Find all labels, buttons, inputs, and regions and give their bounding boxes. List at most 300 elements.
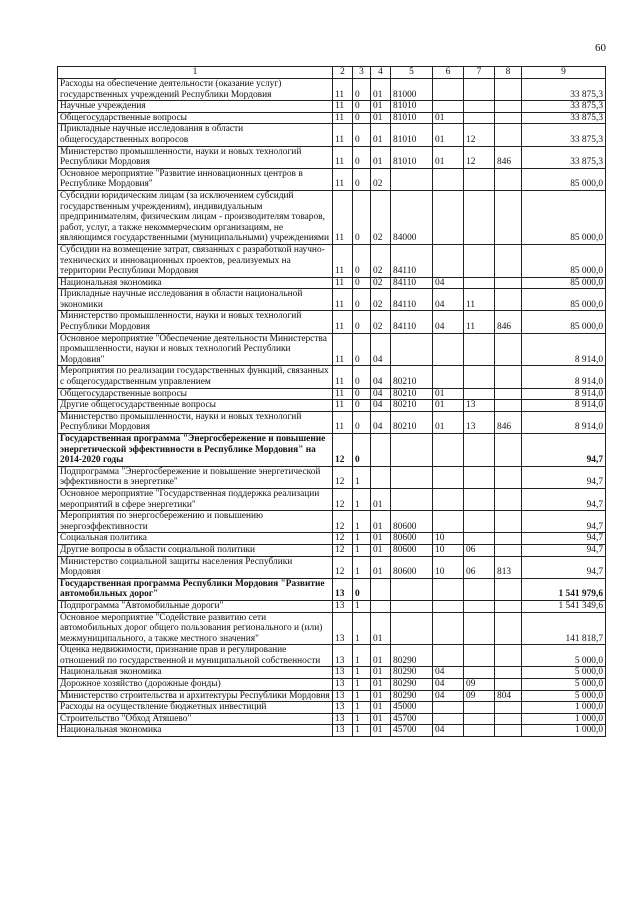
table-row bbox=[58, 101, 606, 113]
code-cell bbox=[391, 600, 433, 612]
code-cell: 1 bbox=[353, 466, 371, 488]
table-row bbox=[58, 277, 606, 289]
code-cell bbox=[495, 168, 522, 190]
table-row bbox=[58, 713, 606, 725]
code-cell: 45700 bbox=[391, 725, 433, 737]
code-cell bbox=[371, 434, 391, 467]
table-row bbox=[58, 600, 606, 612]
code-cell: 1 bbox=[353, 600, 371, 612]
code-cell: 06 bbox=[464, 544, 495, 556]
code-cell bbox=[495, 333, 522, 366]
amount-cell: 94,7 bbox=[522, 434, 606, 467]
row-name: Расходы на осуществление бюджетных инвестиций bbox=[58, 702, 333, 714]
code-cell bbox=[495, 725, 522, 737]
code-cell: 0 bbox=[353, 146, 371, 168]
amount-cell: 33 875,3 bbox=[522, 79, 606, 101]
table-row bbox=[58, 168, 606, 190]
code-cell: 10 bbox=[433, 544, 464, 556]
code-cell: 813 bbox=[495, 556, 522, 578]
row-name: Социальная политика bbox=[58, 533, 333, 545]
code-cell bbox=[464, 578, 495, 600]
code-cell: 11 bbox=[464, 289, 495, 311]
table-row bbox=[58, 333, 606, 366]
column-header: 4 bbox=[371, 67, 391, 79]
code-cell: 11 bbox=[333, 79, 353, 101]
code-cell: 13 bbox=[464, 411, 495, 433]
row-name: Основное мероприятие "Развитие инновационных центров в Республике Мордовия" bbox=[58, 168, 333, 190]
code-cell: 0 bbox=[353, 79, 371, 101]
table-row bbox=[58, 556, 606, 578]
code-cell: 09 bbox=[464, 690, 495, 702]
amount-cell: 85 000,0 bbox=[522, 190, 606, 244]
table-row bbox=[58, 366, 606, 388]
code-cell: 01 bbox=[371, 556, 391, 578]
code-cell: 04 bbox=[371, 400, 391, 412]
code-cell bbox=[464, 466, 495, 488]
code-cell: 11 bbox=[333, 388, 353, 400]
code-cell: 02 bbox=[371, 289, 391, 311]
row-name: Министерство строительства и архитектуры Республики Мордовия bbox=[58, 690, 333, 702]
code-cell bbox=[464, 713, 495, 725]
code-cell bbox=[495, 124, 522, 146]
code-cell bbox=[464, 533, 495, 545]
code-cell: 01 bbox=[371, 124, 391, 146]
row-name: Оценка недвижимости, признание прав и регулирование отношений по государственной и муниципальной собственности bbox=[58, 645, 333, 667]
row-name: Подпрограмма "Автомобильные дороги" bbox=[58, 600, 333, 612]
header-row bbox=[58, 67, 606, 79]
row-name: Прикладные научные исследования в области национальной экономики bbox=[58, 289, 333, 311]
code-cell: 01 bbox=[371, 488, 391, 510]
code-cell: 01 bbox=[371, 612, 391, 645]
amount-cell: 8 914,0 bbox=[522, 411, 606, 433]
table-row bbox=[58, 289, 606, 311]
code-cell: 02 bbox=[371, 311, 391, 333]
code-cell bbox=[433, 333, 464, 366]
column-header: 2 bbox=[333, 67, 353, 79]
code-cell bbox=[495, 612, 522, 645]
table-row bbox=[58, 79, 606, 101]
code-cell bbox=[433, 168, 464, 190]
code-cell: 80290 bbox=[391, 667, 433, 679]
code-cell: 81010 bbox=[391, 146, 433, 168]
code-cell: 81010 bbox=[391, 124, 433, 146]
code-cell: 80210 bbox=[391, 400, 433, 412]
code-cell bbox=[371, 578, 391, 600]
code-cell: 80600 bbox=[391, 556, 433, 578]
table-row bbox=[58, 146, 606, 168]
code-cell bbox=[433, 645, 464, 667]
code-cell bbox=[495, 434, 522, 467]
code-cell bbox=[464, 388, 495, 400]
code-cell: 10 bbox=[433, 533, 464, 545]
amount-cell: 94,7 bbox=[522, 556, 606, 578]
code-cell: 0 bbox=[353, 124, 371, 146]
code-cell: 1 bbox=[353, 544, 371, 556]
amount-cell: 141 818,7 bbox=[522, 612, 606, 645]
row-name: Другие вопросы в области социальной политики bbox=[58, 544, 333, 556]
row-name: Субсидии на возмещение затрат, связанных с разработкой научно-технических и инновационных проектов, реализуемых на территории Республики Мордовия bbox=[58, 244, 333, 277]
budget-table bbox=[57, 66, 606, 737]
code-cell: 0 bbox=[353, 411, 371, 433]
code-cell: 01 bbox=[371, 511, 391, 533]
table-row bbox=[58, 679, 606, 691]
amount-cell: 94,7 bbox=[522, 488, 606, 510]
row-name: Министерство промышленности, науки и новых технологий Республики Мордовия bbox=[58, 146, 333, 168]
table-row bbox=[58, 311, 606, 333]
code-cell: 11 bbox=[464, 311, 495, 333]
code-cell bbox=[464, 101, 495, 113]
code-cell: 11 bbox=[333, 124, 353, 146]
code-cell: 13 bbox=[333, 713, 353, 725]
column-header: 6 bbox=[433, 67, 464, 79]
amount-cell: 1 000,0 bbox=[522, 702, 606, 714]
code-cell: 0 bbox=[353, 244, 371, 277]
row-name: Другие общегосударственные вопросы bbox=[58, 400, 333, 412]
code-cell: 80290 bbox=[391, 690, 433, 702]
amount-cell: 5 000,0 bbox=[522, 679, 606, 691]
code-cell: 01 bbox=[371, 690, 391, 702]
code-cell bbox=[433, 600, 464, 612]
code-cell: 11 bbox=[333, 277, 353, 289]
code-cell bbox=[495, 79, 522, 101]
code-cell: 13 bbox=[333, 645, 353, 667]
table-row bbox=[58, 667, 606, 679]
code-cell: 01 bbox=[371, 146, 391, 168]
code-cell: 12 bbox=[464, 146, 495, 168]
table-row bbox=[58, 544, 606, 556]
code-cell: 81010 bbox=[391, 101, 433, 113]
code-cell: 846 bbox=[495, 146, 522, 168]
row-name: Министерство социальной защиты населения Республики Мордовия bbox=[58, 556, 333, 578]
code-cell: 1 bbox=[353, 713, 371, 725]
code-cell bbox=[495, 578, 522, 600]
code-cell: 1 bbox=[353, 556, 371, 578]
code-cell bbox=[495, 679, 522, 691]
code-cell bbox=[495, 702, 522, 714]
code-cell: 80210 bbox=[391, 411, 433, 433]
code-cell: 0 bbox=[353, 578, 371, 600]
code-cell: 0 bbox=[353, 434, 371, 467]
table-row bbox=[58, 612, 606, 645]
row-name: Прикладные научные исследования в области общегосударственных вопросов bbox=[58, 124, 333, 146]
table-row bbox=[58, 690, 606, 702]
code-cell bbox=[495, 101, 522, 113]
code-cell: 81010 bbox=[391, 112, 433, 124]
row-name: Национальная экономика bbox=[58, 277, 333, 289]
code-cell: 0 bbox=[353, 101, 371, 113]
code-cell: 80600 bbox=[391, 544, 433, 556]
code-cell: 1 bbox=[353, 533, 371, 545]
amount-cell: 85 000,0 bbox=[522, 289, 606, 311]
code-cell: 11 bbox=[333, 366, 353, 388]
code-cell bbox=[391, 488, 433, 510]
row-name: Научные учреждения bbox=[58, 101, 333, 113]
code-cell: 01 bbox=[371, 702, 391, 714]
code-cell: 06 bbox=[464, 556, 495, 578]
table-row bbox=[58, 578, 606, 600]
code-cell: 0 bbox=[353, 112, 371, 124]
row-name: Расходы на обеспечение деятельности (оказание услуг) государственных учреждений Республики Мордовия bbox=[58, 79, 333, 101]
code-cell bbox=[495, 277, 522, 289]
amount-cell: 5 000,0 bbox=[522, 645, 606, 667]
code-cell bbox=[495, 544, 522, 556]
table-row bbox=[58, 434, 606, 467]
code-cell bbox=[433, 612, 464, 645]
table-row bbox=[58, 400, 606, 412]
code-cell: 11 bbox=[333, 112, 353, 124]
code-cell bbox=[391, 168, 433, 190]
code-cell: 11 bbox=[333, 244, 353, 277]
code-cell bbox=[433, 466, 464, 488]
column-header: 1 bbox=[58, 67, 333, 79]
amount-cell: 33 875,3 bbox=[522, 146, 606, 168]
code-cell bbox=[495, 667, 522, 679]
code-cell bbox=[464, 434, 495, 467]
row-name: Мероприятия по энергосбережению и повышению энергоэффективности bbox=[58, 511, 333, 533]
row-name: Основное мероприятие "Обеспечение деятельности Министерства промышленности, науки и новых технологий Республики Мордовия" bbox=[58, 333, 333, 366]
code-cell: 04 bbox=[371, 366, 391, 388]
code-cell bbox=[495, 488, 522, 510]
code-cell bbox=[433, 578, 464, 600]
code-cell bbox=[495, 600, 522, 612]
code-cell: 13 bbox=[333, 690, 353, 702]
row-name: Основное мероприятие "Государственная поддержка реализации мероприятий в сфере энергетики" bbox=[58, 488, 333, 510]
code-cell bbox=[464, 168, 495, 190]
table-row bbox=[58, 190, 606, 244]
code-cell: 01 bbox=[433, 112, 464, 124]
code-cell bbox=[391, 333, 433, 366]
code-cell bbox=[391, 612, 433, 645]
code-cell: 0 bbox=[353, 289, 371, 311]
code-cell bbox=[433, 702, 464, 714]
code-cell bbox=[464, 112, 495, 124]
code-cell: 0 bbox=[353, 168, 371, 190]
amount-cell: 94,7 bbox=[522, 511, 606, 533]
code-cell: 11 bbox=[333, 289, 353, 311]
code-cell: 1 bbox=[353, 612, 371, 645]
code-cell bbox=[464, 277, 495, 289]
code-cell bbox=[464, 725, 495, 737]
code-cell: 01 bbox=[371, 679, 391, 691]
code-cell: 01 bbox=[371, 544, 391, 556]
code-cell: 1 bbox=[353, 690, 371, 702]
code-cell: 11 bbox=[333, 400, 353, 412]
table-row bbox=[58, 112, 606, 124]
amount-cell: 8 914,0 bbox=[522, 366, 606, 388]
code-cell bbox=[495, 388, 522, 400]
code-cell: 01 bbox=[433, 124, 464, 146]
amount-cell: 1 541 349,6 bbox=[522, 600, 606, 612]
code-cell bbox=[495, 466, 522, 488]
code-cell: 846 bbox=[495, 311, 522, 333]
amount-cell: 85 000,0 bbox=[522, 311, 606, 333]
code-cell: 13 bbox=[333, 612, 353, 645]
code-cell: 80600 bbox=[391, 533, 433, 545]
code-cell: 04 bbox=[433, 725, 464, 737]
code-cell bbox=[464, 645, 495, 667]
amount-cell: 8 914,0 bbox=[522, 333, 606, 366]
amount-cell: 1 541 979,6 bbox=[522, 578, 606, 600]
code-cell bbox=[464, 79, 495, 101]
code-cell: 01 bbox=[371, 725, 391, 737]
row-name: Мероприятия по реализации государственных функций, связанных с общегосударственным управлением bbox=[58, 366, 333, 388]
table-row bbox=[58, 466, 606, 488]
code-cell: 01 bbox=[371, 533, 391, 545]
row-name: Государственная программа "Энергосбережение и повышение энергетической эффективности в Республике Мордовия" на 2014-2020 годы bbox=[58, 434, 333, 467]
row-name: Государственная программа Республики Мордовия "Развитие автомобильных дорог" bbox=[58, 578, 333, 600]
amount-cell: 33 875,3 bbox=[522, 112, 606, 124]
code-cell bbox=[495, 511, 522, 533]
code-cell: 84110 bbox=[391, 289, 433, 311]
code-cell: 80290 bbox=[391, 645, 433, 667]
code-cell: 0 bbox=[353, 388, 371, 400]
code-cell: 13 bbox=[333, 600, 353, 612]
column-header: 3 bbox=[353, 67, 371, 79]
code-cell: 04 bbox=[371, 333, 391, 366]
table-row bbox=[58, 511, 606, 533]
code-cell: 1 bbox=[353, 679, 371, 691]
code-cell: 1 bbox=[353, 645, 371, 667]
code-cell: 01 bbox=[371, 713, 391, 725]
code-cell: 13 bbox=[333, 725, 353, 737]
code-cell bbox=[495, 112, 522, 124]
code-cell: 0 bbox=[353, 333, 371, 366]
code-cell: 10 bbox=[433, 556, 464, 578]
code-cell: 84110 bbox=[391, 311, 433, 333]
code-cell: 13 bbox=[333, 679, 353, 691]
amount-cell: 33 875,3 bbox=[522, 101, 606, 113]
code-cell: 12 bbox=[333, 434, 353, 467]
code-cell bbox=[371, 600, 391, 612]
code-cell: 0 bbox=[353, 400, 371, 412]
code-cell: 80600 bbox=[391, 511, 433, 533]
code-cell: 12 bbox=[333, 556, 353, 578]
code-cell: 1 bbox=[353, 511, 371, 533]
code-cell bbox=[464, 488, 495, 510]
code-cell: 11 bbox=[333, 311, 353, 333]
amount-cell: 85 000,0 bbox=[522, 277, 606, 289]
code-cell bbox=[495, 400, 522, 412]
table-row bbox=[58, 488, 606, 510]
code-cell: 04 bbox=[371, 411, 391, 433]
table-row bbox=[58, 388, 606, 400]
code-cell: 81000 bbox=[391, 79, 433, 101]
code-cell: 45000 bbox=[391, 702, 433, 714]
table-row bbox=[58, 244, 606, 277]
table-row bbox=[58, 533, 606, 545]
code-cell: 80210 bbox=[391, 388, 433, 400]
row-name: Министерство промышленности, науки и новых технологий Республики Мордовия bbox=[58, 311, 333, 333]
column-header: 9 bbox=[522, 67, 606, 79]
code-cell bbox=[464, 600, 495, 612]
code-cell: 1 bbox=[353, 702, 371, 714]
table-row bbox=[58, 645, 606, 667]
table-row bbox=[58, 702, 606, 714]
column-header: 5 bbox=[391, 67, 433, 79]
row-name: Дорожное хозяйство (дорожные фонды) bbox=[58, 679, 333, 691]
code-cell: 84110 bbox=[391, 277, 433, 289]
code-cell: 11 bbox=[333, 101, 353, 113]
code-cell: 04 bbox=[433, 289, 464, 311]
code-cell: 0 bbox=[353, 311, 371, 333]
code-cell: 01 bbox=[433, 146, 464, 168]
code-cell: 804 bbox=[495, 690, 522, 702]
column-header: 8 bbox=[495, 67, 522, 79]
code-cell: 12 bbox=[333, 511, 353, 533]
code-cell bbox=[495, 366, 522, 388]
code-cell bbox=[433, 190, 464, 244]
amount-cell: 8 914,0 bbox=[522, 388, 606, 400]
page-number: 60 bbox=[595, 42, 606, 54]
code-cell: 1 bbox=[353, 667, 371, 679]
code-cell: 80290 bbox=[391, 679, 433, 691]
code-cell: 13 bbox=[333, 667, 353, 679]
amount-cell: 5 000,0 bbox=[522, 667, 606, 679]
code-cell bbox=[433, 434, 464, 467]
code-cell: 84110 bbox=[391, 244, 433, 277]
code-cell bbox=[495, 645, 522, 667]
code-cell bbox=[433, 511, 464, 533]
amount-cell: 33 875,3 bbox=[522, 124, 606, 146]
code-cell bbox=[433, 101, 464, 113]
code-cell bbox=[464, 190, 495, 244]
code-cell: 02 bbox=[371, 277, 391, 289]
code-cell: 12 bbox=[333, 533, 353, 545]
code-cell: 45700 bbox=[391, 713, 433, 725]
code-cell: 01 bbox=[433, 411, 464, 433]
row-name: Министерство промышленности, науки и новых технологий Республики Мордовия bbox=[58, 411, 333, 433]
table-row bbox=[58, 124, 606, 146]
code-cell bbox=[464, 333, 495, 366]
code-cell bbox=[464, 244, 495, 277]
row-name: Строительство "Обход Атяшево" bbox=[58, 713, 333, 725]
code-cell bbox=[495, 533, 522, 545]
code-cell: 1 bbox=[353, 488, 371, 510]
code-cell: 13 bbox=[464, 400, 495, 412]
code-cell: 09 bbox=[464, 679, 495, 691]
amount-cell: 94,7 bbox=[522, 466, 606, 488]
table-row bbox=[58, 411, 606, 433]
code-cell: 846 bbox=[495, 411, 522, 433]
code-cell bbox=[391, 578, 433, 600]
code-cell bbox=[433, 366, 464, 388]
row-name: Основное мероприятие "Содействие развитию сети автомобильных дорог общего пользования регионального и (или) межмуниципального, а также местного значения" bbox=[58, 612, 333, 645]
row-name: Общегосударственные вопросы bbox=[58, 112, 333, 124]
row-name: Национальная экономика bbox=[58, 725, 333, 737]
code-cell bbox=[433, 488, 464, 510]
code-cell: 01 bbox=[433, 400, 464, 412]
code-cell: 12 bbox=[333, 544, 353, 556]
code-cell: 01 bbox=[371, 79, 391, 101]
code-cell: 04 bbox=[433, 311, 464, 333]
code-cell: 12 bbox=[333, 488, 353, 510]
code-cell: 04 bbox=[371, 388, 391, 400]
row-name: Общегосударственные вопросы bbox=[58, 388, 333, 400]
code-cell bbox=[495, 244, 522, 277]
code-cell bbox=[495, 190, 522, 244]
code-cell bbox=[464, 511, 495, 533]
row-name: Национальная экономика bbox=[58, 667, 333, 679]
code-cell bbox=[464, 366, 495, 388]
code-cell: 04 bbox=[433, 690, 464, 702]
code-cell bbox=[464, 667, 495, 679]
code-cell: 13 bbox=[333, 702, 353, 714]
code-cell: 02 bbox=[371, 168, 391, 190]
code-cell: 11 bbox=[333, 168, 353, 190]
code-cell: 0 bbox=[353, 366, 371, 388]
amount-cell: 8 914,0 bbox=[522, 400, 606, 412]
amount-cell: 1 000,0 bbox=[522, 713, 606, 725]
